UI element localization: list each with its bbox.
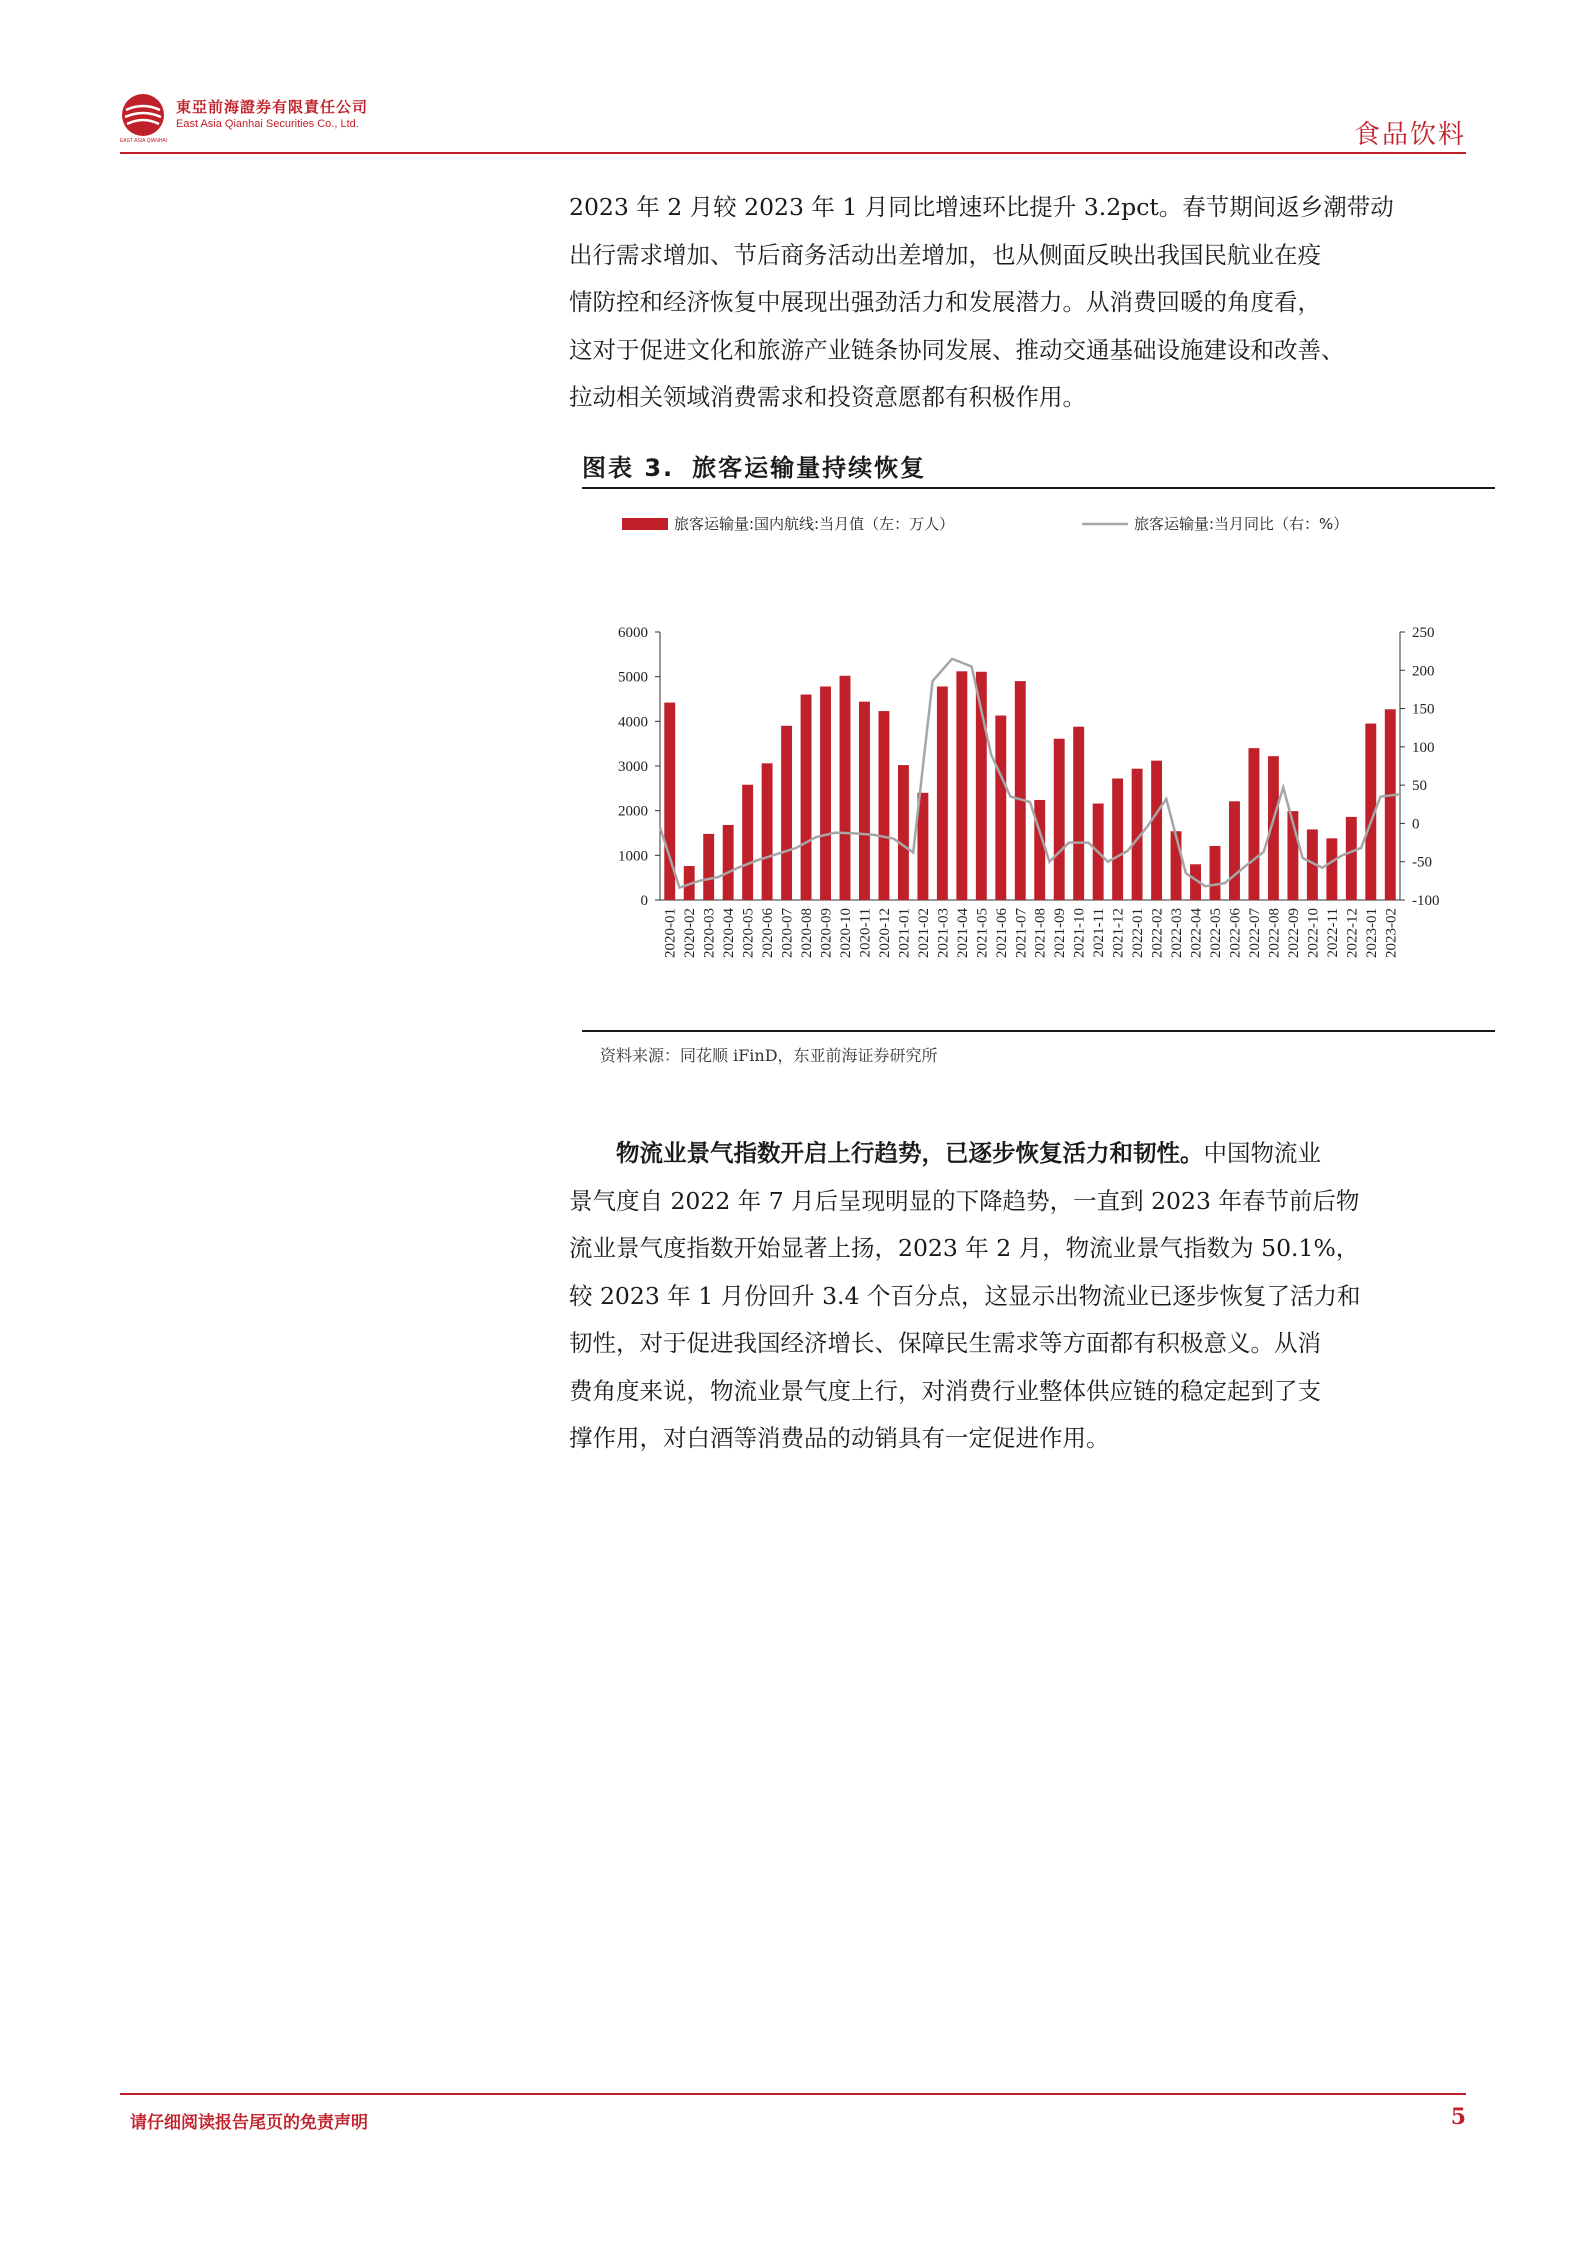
bar-2021-06	[995, 716, 1006, 900]
bar-2020-10	[840, 676, 851, 900]
x-tick-label: 2020-07	[779, 908, 796, 958]
bar-2022-03	[1171, 831, 1182, 900]
x-tick-label: 2020-08	[799, 908, 816, 958]
y-left-tick-label: 1000	[618, 848, 648, 865]
bar-2022-06	[1229, 801, 1240, 900]
y-left-tick-label: 6000	[618, 625, 648, 641]
x-tick-label: 2022-10	[1305, 908, 1322, 958]
x-tick-label: 2021-12	[1110, 908, 1127, 958]
paragraph-line	[569, 1130, 1477, 1178]
bar-2022-12	[1346, 817, 1357, 900]
y-right-tick-label: 0	[1412, 816, 1420, 833]
x-tick-label: 2022-12	[1344, 908, 1361, 958]
x-tick-label: 2020-03	[701, 908, 718, 958]
paragraph-line: 景气度自 2022 年 7 月后呈现明显的下降趋势，一直到 2023 年春节前后物	[569, 1186, 1360, 1215]
x-tick-label: 2020-04	[721, 908, 738, 958]
bar-2021-07	[1015, 681, 1026, 900]
paragraph-line: 这对于促进文化和旅游产业链条协同发展、推动交通基础设施建设和改善、	[569, 335, 1345, 364]
bar-2020-11	[859, 702, 870, 900]
y-left-tick-label: 0	[640, 893, 648, 909]
chart-legend	[622, 515, 1348, 533]
passenger-chart	[582, 500, 1495, 1025]
paragraph-line: 2023 年 2 月较 2023 年 1 月同比增速环比提升 3.2pct。春节期间返乡潮带动	[569, 193, 1394, 221]
x-tick-label: 2020-06	[760, 908, 777, 958]
figure-caption: 旅客运输量持续恢复	[692, 454, 927, 482]
x-tick-label: 2021-04	[954, 908, 971, 958]
y-right-tick-label: -100	[1412, 893, 1440, 909]
paragraph-line: 情防控和经济恢复中展现出强劲活力和发展潜力。从消费回暖的角度看，	[569, 288, 1321, 316]
legend-label-line: 旅客运输量:当月同比（右：%）	[1134, 515, 1349, 533]
y-left-tick-label: 5000	[618, 669, 648, 686]
x-tick-label: 2023-01	[1363, 908, 1380, 958]
x-tick-label: 2020-12	[876, 908, 893, 958]
bar-2020-05	[742, 785, 753, 900]
x-tick-label: 2022-11	[1324, 908, 1341, 958]
y-right-tick-label: 50	[1412, 778, 1427, 795]
bar-2020-09	[820, 686, 831, 900]
x-tick-label: 2022-09	[1285, 908, 1302, 958]
legend-label-bar: 旅客运输量:国内航线:当月值（左：万人）	[674, 515, 955, 533]
bar-2021-03	[937, 686, 948, 900]
y-right-tick-label: 250	[1412, 625, 1435, 641]
x-tick-label: 2022-04	[1188, 908, 1205, 958]
paragraph-line: 拉动相关领域消费需求和投资意愿都有积极作用。	[569, 383, 1086, 411]
x-tick-label: 2023-02	[1383, 908, 1400, 958]
company-logo-icon	[120, 92, 166, 138]
bar-2020-12	[878, 711, 889, 900]
page-number: 5	[1450, 2104, 1466, 2130]
bar-2020-04	[723, 825, 734, 900]
y-right-tick-label: -50	[1412, 854, 1432, 871]
bar-2020-03	[703, 834, 714, 900]
bar-2022-05	[1210, 846, 1221, 900]
x-tick-label: 2022-02	[1149, 908, 1166, 958]
bar-2021-09	[1054, 739, 1065, 900]
paragraph-line-text: 中国物流业	[1203, 1139, 1321, 1167]
paragraph-1	[569, 184, 1477, 422]
x-tick-label: 2020-10	[838, 908, 854, 958]
bar-2022-07	[1248, 748, 1259, 900]
x-tick-label: 2020-09	[818, 908, 835, 958]
paragraph-line: 费角度来说，物流业景气度上行，对消费行业整体供应链的稳定起到了支	[569, 1376, 1321, 1405]
company-name-cn: 東亞前海證券有限責任公司	[176, 98, 369, 116]
bar-2022-11	[1326, 838, 1337, 900]
disclaimer-note: 请仔细阅读报告尾页的免责声明	[130, 2113, 368, 2133]
y-left-tick-label: 3000	[618, 759, 648, 775]
x-tick-label: 2022-08	[1266, 908, 1283, 958]
bar-2020-07	[781, 726, 792, 900]
paragraph-lead: 物流业景气指数开启上行趋势，已逐步恢复活力和韧性。	[616, 1139, 1204, 1167]
figure-number: 图表 3.	[582, 454, 675, 482]
paragraph-2	[569, 1130, 1477, 1463]
bar-2023-02	[1385, 709, 1396, 900]
chart-x-labels	[663, 908, 1400, 958]
header-divider	[120, 152, 1466, 154]
paragraph-line: 韧性，对于促进我国经济增长、保障民生需求等方面都有积极意义。从消	[569, 1329, 1321, 1357]
y-left-tick-label: 4000	[618, 714, 648, 731]
x-tick-label: 2021-05	[974, 908, 991, 958]
page-header	[120, 88, 1466, 152]
paragraph-line: 撑作用，对白酒等消费品的动销具有一定促进作用。	[569, 1424, 1110, 1452]
x-tick-label: 2021-02	[915, 908, 932, 958]
chart-bars	[664, 671, 1395, 900]
footer-divider	[120, 2093, 1466, 2095]
bar-2021-12	[1112, 779, 1123, 900]
x-tick-label: 2021-11	[1091, 908, 1108, 958]
figure-top-rule	[582, 487, 1495, 489]
sector-label: 食品饮料	[1353, 120, 1466, 150]
paragraph-line: 出行需求增加、节后商务活动出差增加，也从侧面反映出我国民航业在疫	[569, 240, 1321, 269]
x-tick-label: 2022-05	[1208, 908, 1224, 958]
x-tick-label: 2022-03	[1169, 908, 1186, 958]
x-tick-label: 2021-01	[896, 908, 913, 958]
x-tick-label: 2021-10	[1071, 908, 1088, 958]
x-tick-label: 2022-06	[1227, 908, 1244, 958]
x-tick-label: 2021-06	[993, 908, 1010, 958]
company-name-en: East Asia Qianhai Securities Co., Ltd.	[176, 118, 359, 130]
paragraph-line: 较 2023 年 1 月份回升 3.4 个百分点，这显示出物流业已逐步恢复了活力和	[569, 1281, 1361, 1310]
bar-2021-01	[898, 765, 909, 900]
x-tick-label: 2021-07	[1013, 908, 1030, 958]
bar-2022-02	[1151, 761, 1162, 900]
paragraph-line: 流业景气度指数开始显著上扬，2023 年 2 月，物流业景气指数为 50.1%，	[569, 1234, 1360, 1262]
x-tick-label: 2022-07	[1246, 908, 1263, 958]
x-tick-label: 2021-09	[1052, 908, 1069, 958]
bar-2020-08	[801, 695, 812, 900]
y-right-tick-label: 100	[1412, 739, 1435, 756]
y-right-tick-label: 150	[1412, 701, 1435, 718]
y-left-tick-label: 2000	[618, 803, 648, 820]
x-tick-label: 2021-08	[1032, 908, 1049, 958]
x-tick-label: 2022-01	[1130, 908, 1147, 958]
bar-2021-10	[1073, 727, 1084, 900]
legend-bar-swatch	[622, 518, 668, 530]
x-tick-label: 2020-02	[682, 908, 699, 958]
x-tick-label: 2020-05	[740, 908, 757, 958]
x-tick-label: 2021-03	[935, 908, 952, 958]
figure-source: 资料来源：同花顺 iFinD，东亚前海证券研究所	[600, 1046, 938, 1065]
x-tick-label: 2020-01	[662, 908, 679, 958]
logo-caption: EAST ASIA QIANHAI	[120, 138, 168, 144]
bar-2021-04	[956, 671, 967, 900]
x-tick-label: 2020-11	[857, 908, 874, 958]
figure-title	[582, 448, 926, 483]
bar-2020-06	[762, 763, 773, 900]
figure-bottom-rule	[582, 1030, 1495, 1032]
y-right-tick-label: 200	[1412, 663, 1435, 680]
bar-2021-08	[1034, 800, 1045, 900]
